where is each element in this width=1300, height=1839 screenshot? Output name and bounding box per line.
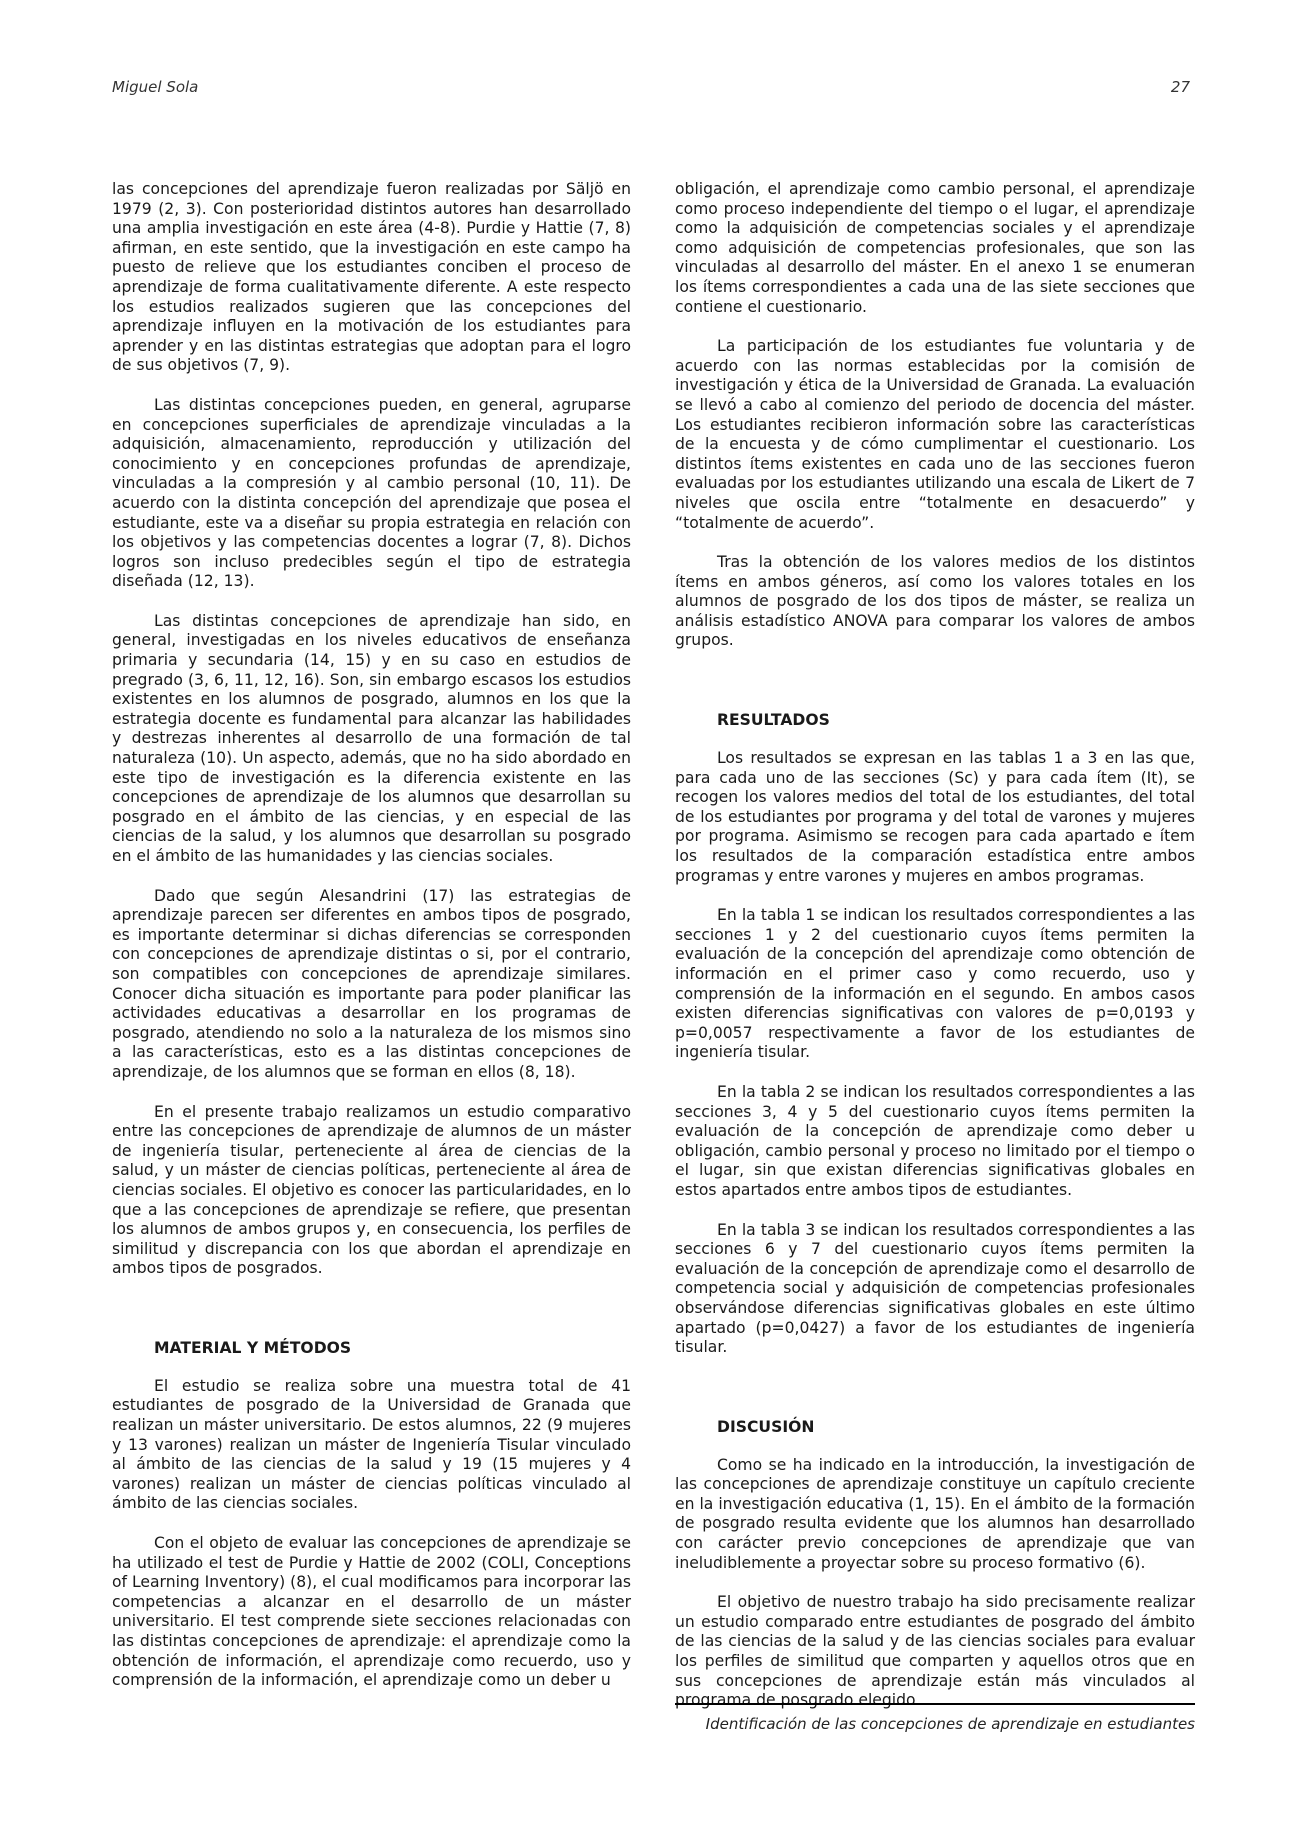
paragraph: La participación de los estudiantes fue voluntaria y de acuerdo con las normas establecidas por la comisión de investigación y ética de la Universidad de Granada. La evaluación se llevó a cabo al comienzo del periodo de docencia del máster. Los estudiantes recibieron información sobre las características de la encuesta y de cómo cumplimentar el cuestionario. Los distintos ítems existentes en cada uno de las secciones fueron evaluadas por los estudiantes utilizando una escala de Likert de 7 niveles que oscila entre “totalmente en desacuerdo” y “totalmente de acuerdo”. — [675, 337, 1195, 532]
right-column — [675, 180, 1195, 1731]
section-heading-results: RESULTADOS — [717, 711, 830, 730]
paragraph: El estudio se realiza sobre una muestra total de 41 estudiantes de posgrado de la Universidad de Granada que realizan un máster universitario. De estos alumnos, 22 (9 mujeres y 13 varones) realizan un máster de Ingeniería Tisular vinculado al ámbito de las ciencias de la salud y 19 (15 mujeres y 4 varones) realizan un máster de ciencias políticas vinculado al ámbito de las ciencias sociales. — [112, 1376, 631, 1513]
paragraph: las concepciones del aprendizaje fueron realizadas por Säljö en 1979 (2, 3). Con posterioridad distintos autores han desarrollado una amplia investigación en este área (4-8). Purdie y Hattie (7, 8) afirman, en este sentido, que la investigación en este campo ha puesto de relieve que los estudiantes conciben el proceso de aprendizaje de forma cualitativamente diferente. A este respecto los estudios realizados sugieren que las concepciones del aprendizaje influyen en la motivación de los estudiantes para aprender y en las distintas estrategias que adoptan para el logro de sus objetivos (7, 9). — [112, 180, 631, 375]
author-name: Miguel Sola — [112, 78, 199, 96]
paragraph: Tras la obtención de los valores medios de los distintos ítems en ambos géneros, así como los valores totales en los alumnos de posgrado de los dos tipos de máster, se realiza un análisis estadístico ANOVA para comparar los valores de ambos grupos. — [675, 553, 1195, 650]
page-number: 27 — [1170, 78, 1190, 96]
paragraph: En la tabla 3 se indican los resultados correspondientes a las secciones 6 y 7 del cuestionario cuyos ítems permiten la evaluación de la concepción de aprendizaje como el desarrollo de competencia social y adquisición de competencias profesionales observándose diferencias significativas globales en este último apartado (p=0,0427) a favor de los estudiantes de ingeniería tisular. — [675, 1220, 1195, 1357]
paragraph: Con el objeto de evaluar las concepciones de aprendizaje se ha utilizado el test de Purdie y Hattie de 2002 (COLI, Conceptions of Learning Inventory) (8), el cual modificamos para incorporar las competencias a alcanzar en el desarrollo de un máster universitario. El test comprende siete secciones relacionadas con las distintas concepciones de aprendizaje: el aprendizaje como la obtención de información, el aprendizaje como recuerdo, uso y comprensión de la información, el aprendizaje como un deber u — [112, 1534, 631, 1690]
paragraph: Las distintas concepciones de aprendizaje han sido, en general, investigadas en los niveles educativos de enseñanza primaria y secundaria (14, 15) y en su caso en estudios de pregrado (3, 6, 11, 12, 16). Son, sin embargo escasos los estudios existentes en los alumnos de posgrado, alumnos en los que la estrategia docente es fundamental para alcanzar las habilidades y destrezas inherentes al desarrollo de una formación de tal naturaleza (10). Un aspecto, además, que no ha sido abordado en este tipo de investigación es la diferencia existente en las concepciones de aprendizaje de los alumnos que desarrollan su posgrado en el ámbito de las ciencias, y en especial de las ciencias de la salud, y los alumnos que desarrollan su posgrado en el ámbito de las humanidades y las ciencias sociales. — [112, 611, 631, 865]
paragraph: El objetivo de nuestro trabajo ha sido precisamente realizar un estudio comparado entre estudiantes de posgrado del ámbito de las ciencias de la salud y de las ciencias sociales para evaluar los perfiles de similitud que comparten y aquellos otros que en sus concepciones de aprendizaje están más vinculados al programa de posgrado elegido. — [675, 1593, 1195, 1710]
paragraph: Como se ha indicado en la introducción, la investigación de las concepciones de aprendizaje constituye un capítulo creciente en la investigación educativa (1, 15). En el ámbito de la formación de posgrado resulta evidente que los alumnos han desarrollado con carácter previo concepciones de aprendizaje que van ineludiblemente a proyectar sobre su proceso formativo (6). — [675, 1455, 1195, 1572]
page-header — [112, 78, 1190, 96]
paragraph: En la tabla 1 se indican los resultados correspondientes a las secciones 1 y 2 del cuestionario cuyos ítems permiten la evaluación de la concepción del aprendizaje como obtención de información en el primer caso y como recuerdo, uso y comprensión de la información en el segundo. En ambos casos existen diferencias significativas con valores de p=0,0193 y p=0,0057 respectivamente a favor de los estudiantes de ingeniería tisular. — [675, 906, 1195, 1062]
paragraph: En la tabla 2 se indican los resultados correspondientes a las secciones 3, 4 y 5 del cuestionario cuyos ítems permiten la evaluación de la concepción de aprendizaje como deber u obligación, cambio personal y proceso no limitado por el tiempo o el lugar, sin que existan diferencias significativas globales en estos apartados entre ambos tipos de estudiantes. — [675, 1082, 1195, 1199]
left-column — [112, 180, 631, 1711]
section-heading-methods: MATERIAL Y MÉTODOS — [154, 1338, 352, 1357]
section-heading-discussion: DISCUSIÓN — [717, 1417, 815, 1436]
footer-divider — [675, 1703, 1195, 1705]
paragraph: Dado que según Alesandrini (17) las estrategias de aprendizaje parecen ser diferentes en ambos tipos de posgrado, es importante determinar si dichas diferencias se corresponden con concepciones de aprendizaje distintas o si, por el contrario, son compatibles con concepciones de aprendizaje similares. Conocer dicha situación es importante para poder planificar las actividades educativas a desarrollar en los programas de posgrado, atendiendo no solo a la naturaleza de los mismos sino a las características, esto es a las distintas concepciones de aprendizaje, de los alumnos que se forman en ellos (8, 18). — [112, 886, 631, 1081]
running-title: Identificación de las concepciones de aprendizaje en estudiantes — [705, 1715, 1195, 1733]
paragraph: En el presente trabajo realizamos un estudio comparativo entre las concepciones de aprendizaje de alumnos de un máster de ingeniería tisular, perteneciente al área de ciencias de la salud, y un máster de ciencias políticas, perteneciente al área de ciencias sociales. El objetivo es conocer las particularidades, en lo que a las concepciones de aprendizaje se refiere, que presentan los alumnos de ambos grupos y, en consecuencia, los perfiles de similitud y discrepancia con los que abordan el aprendizaje en ambos tipos de posgrados. — [112, 1102, 631, 1278]
paragraph: obligación, el aprendizaje como cambio personal, el aprendizaje como proceso independiente del tiempo o el lugar, el aprendizaje como la adquisición de competencias sociales y el aprendizaje como adquisición de competencias profesionales, que son las vinculadas al desarrollo del máster. En el anexo 1 se enumeran los ítems correspondientes a cada una de las siete secciones que contiene el cuestionario. — [675, 180, 1195, 316]
paragraph: Las distintas concepciones pueden, en general, agruparse en concepciones superficiales de aprendizaje vinculadas a la adquisición, almacenamiento, reproducción y utilización del conocimiento y en concepciones profundas de aprendizaje, vinculadas a la compresión y al cambio personal (10, 11). De acuerdo con la distinta concepción del aprendizaje que posea el estudiante, este va a diseñar su propia estrategia en relación con los objetivos y las competencias docentes a lograr (7, 8). Dichos logros son incluso predecibles según el tipo de estrategia diseñada (12, 13). — [112, 395, 631, 591]
paragraph: Los resultados se expresan en las tablas 1 a 3 en las que, para cada uno de las secciones (Sc) y para cada ítem (It), se recogen los valores medios del total de los estudiantes, del total de los estudiantes por programa y del total de varones y mujeres por programa. Asimismo se recogen para cada apartado e ítem los resultados de la comparación estadística entre ambos programas y entre varones y mujeres en ambos programas. — [675, 749, 1195, 885]
